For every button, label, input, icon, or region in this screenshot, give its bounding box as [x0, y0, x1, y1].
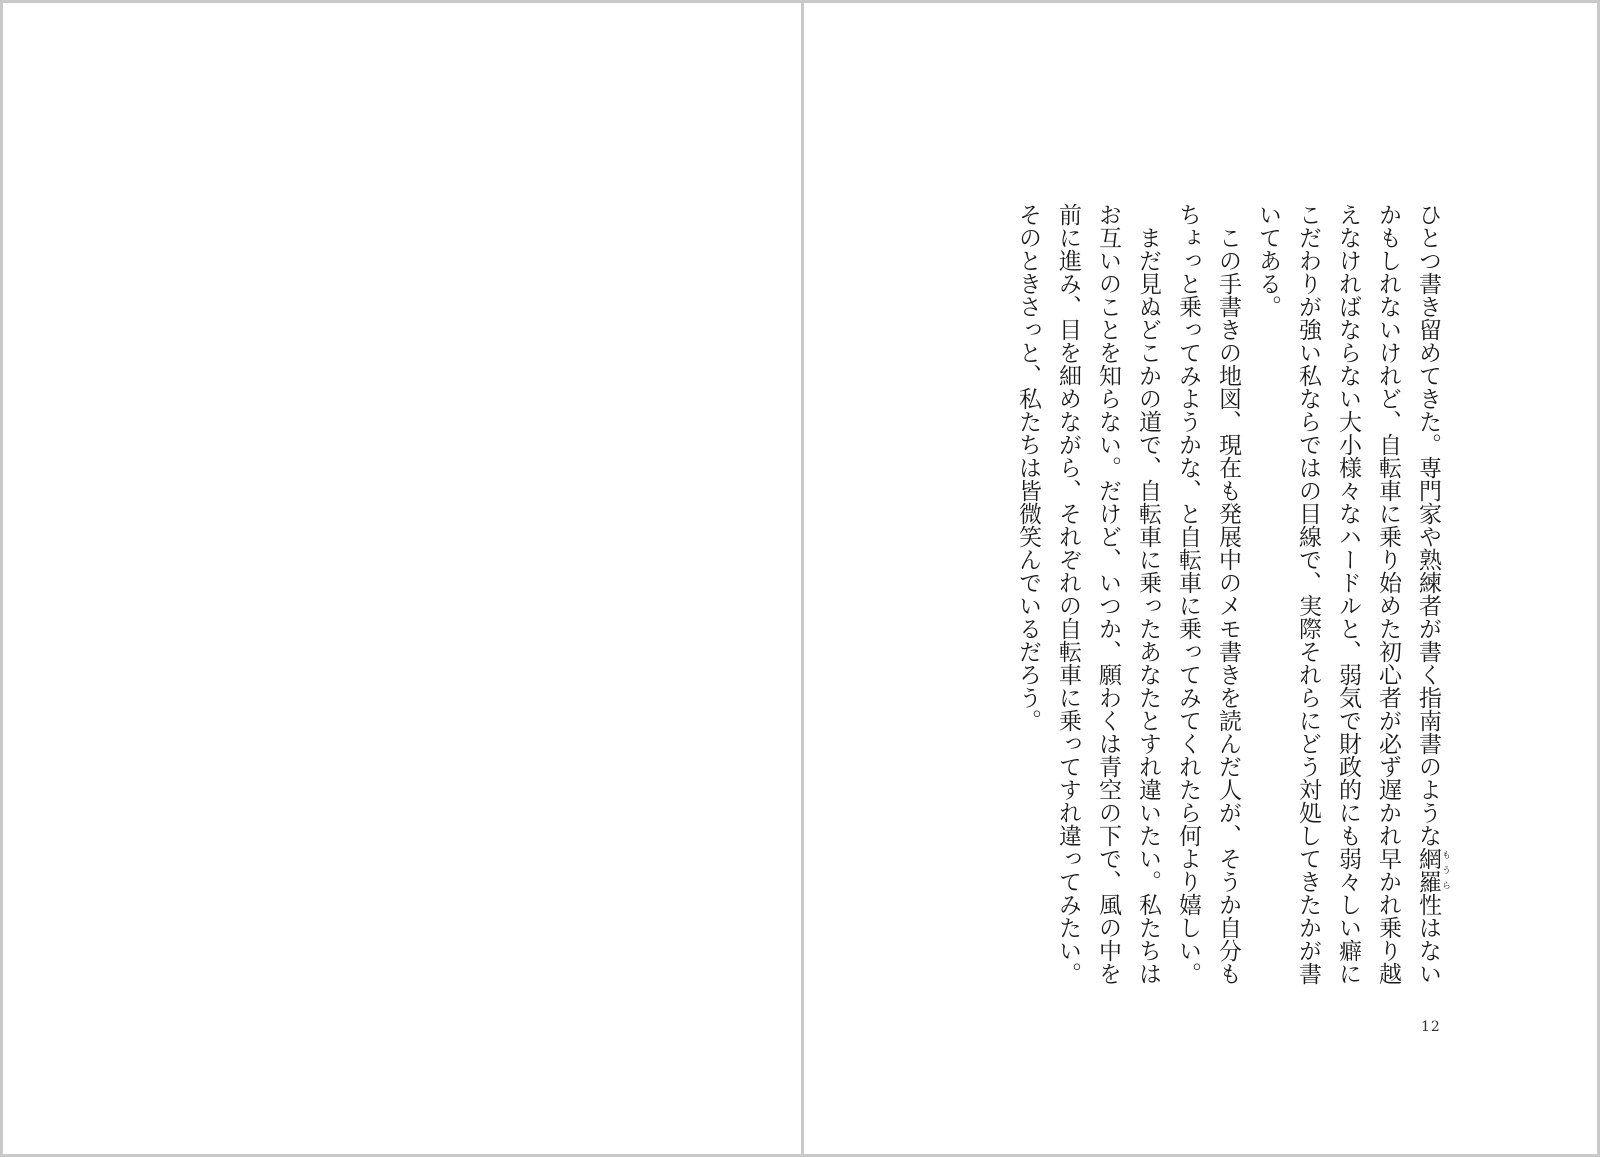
paragraph: この手書きの地図、現在も発展中のメモ書きを読んだ人が、そうか自分もちょっと乗ってみようかな、と自転車に乗ってみてくれたら何より嬉しい。: [1175, 203, 1241, 985]
paragraph-text: ひとつ書き留めてきた。専門家や熟練者が書く指南書のような: [1415, 203, 1441, 847]
ruby-base: 網羅: [1415, 847, 1441, 893]
paragraph: まだ見ぬどこかの道で、自転車に乗ったあなたとすれ違いたい。私たちはお互いのことを知らない。だけど、いつか、願わくは青空の下で、風の中を前に進み、目を細めながら、それぞれの自転車に乗ってすれ違ってみたい。そのときさっと、私たちは皆微笑んでいるだろう。: [1015, 203, 1161, 985]
body-text: [1008, 203, 1450, 993]
right-page: [804, 3, 1600, 1154]
page-number: 12: [1421, 1019, 1441, 1035]
paragraph-text: 性はないかもしれないけれど、自転車に乗り始めた初心者が必ず遅かれ早かれ乗り越えなければならない大小様々なハードルと、弱気で財政的にも弱々しい癖にこだわりが強い私ならではの目線で、実際それらにどう対処してきたかが書いてある。: [1255, 203, 1441, 985]
paragraph: [1248, 203, 1450, 993]
ruby-annotation: [1415, 847, 1450, 893]
left-page: [3, 3, 801, 1154]
ruby-reading: もうら: [1440, 847, 1450, 893]
